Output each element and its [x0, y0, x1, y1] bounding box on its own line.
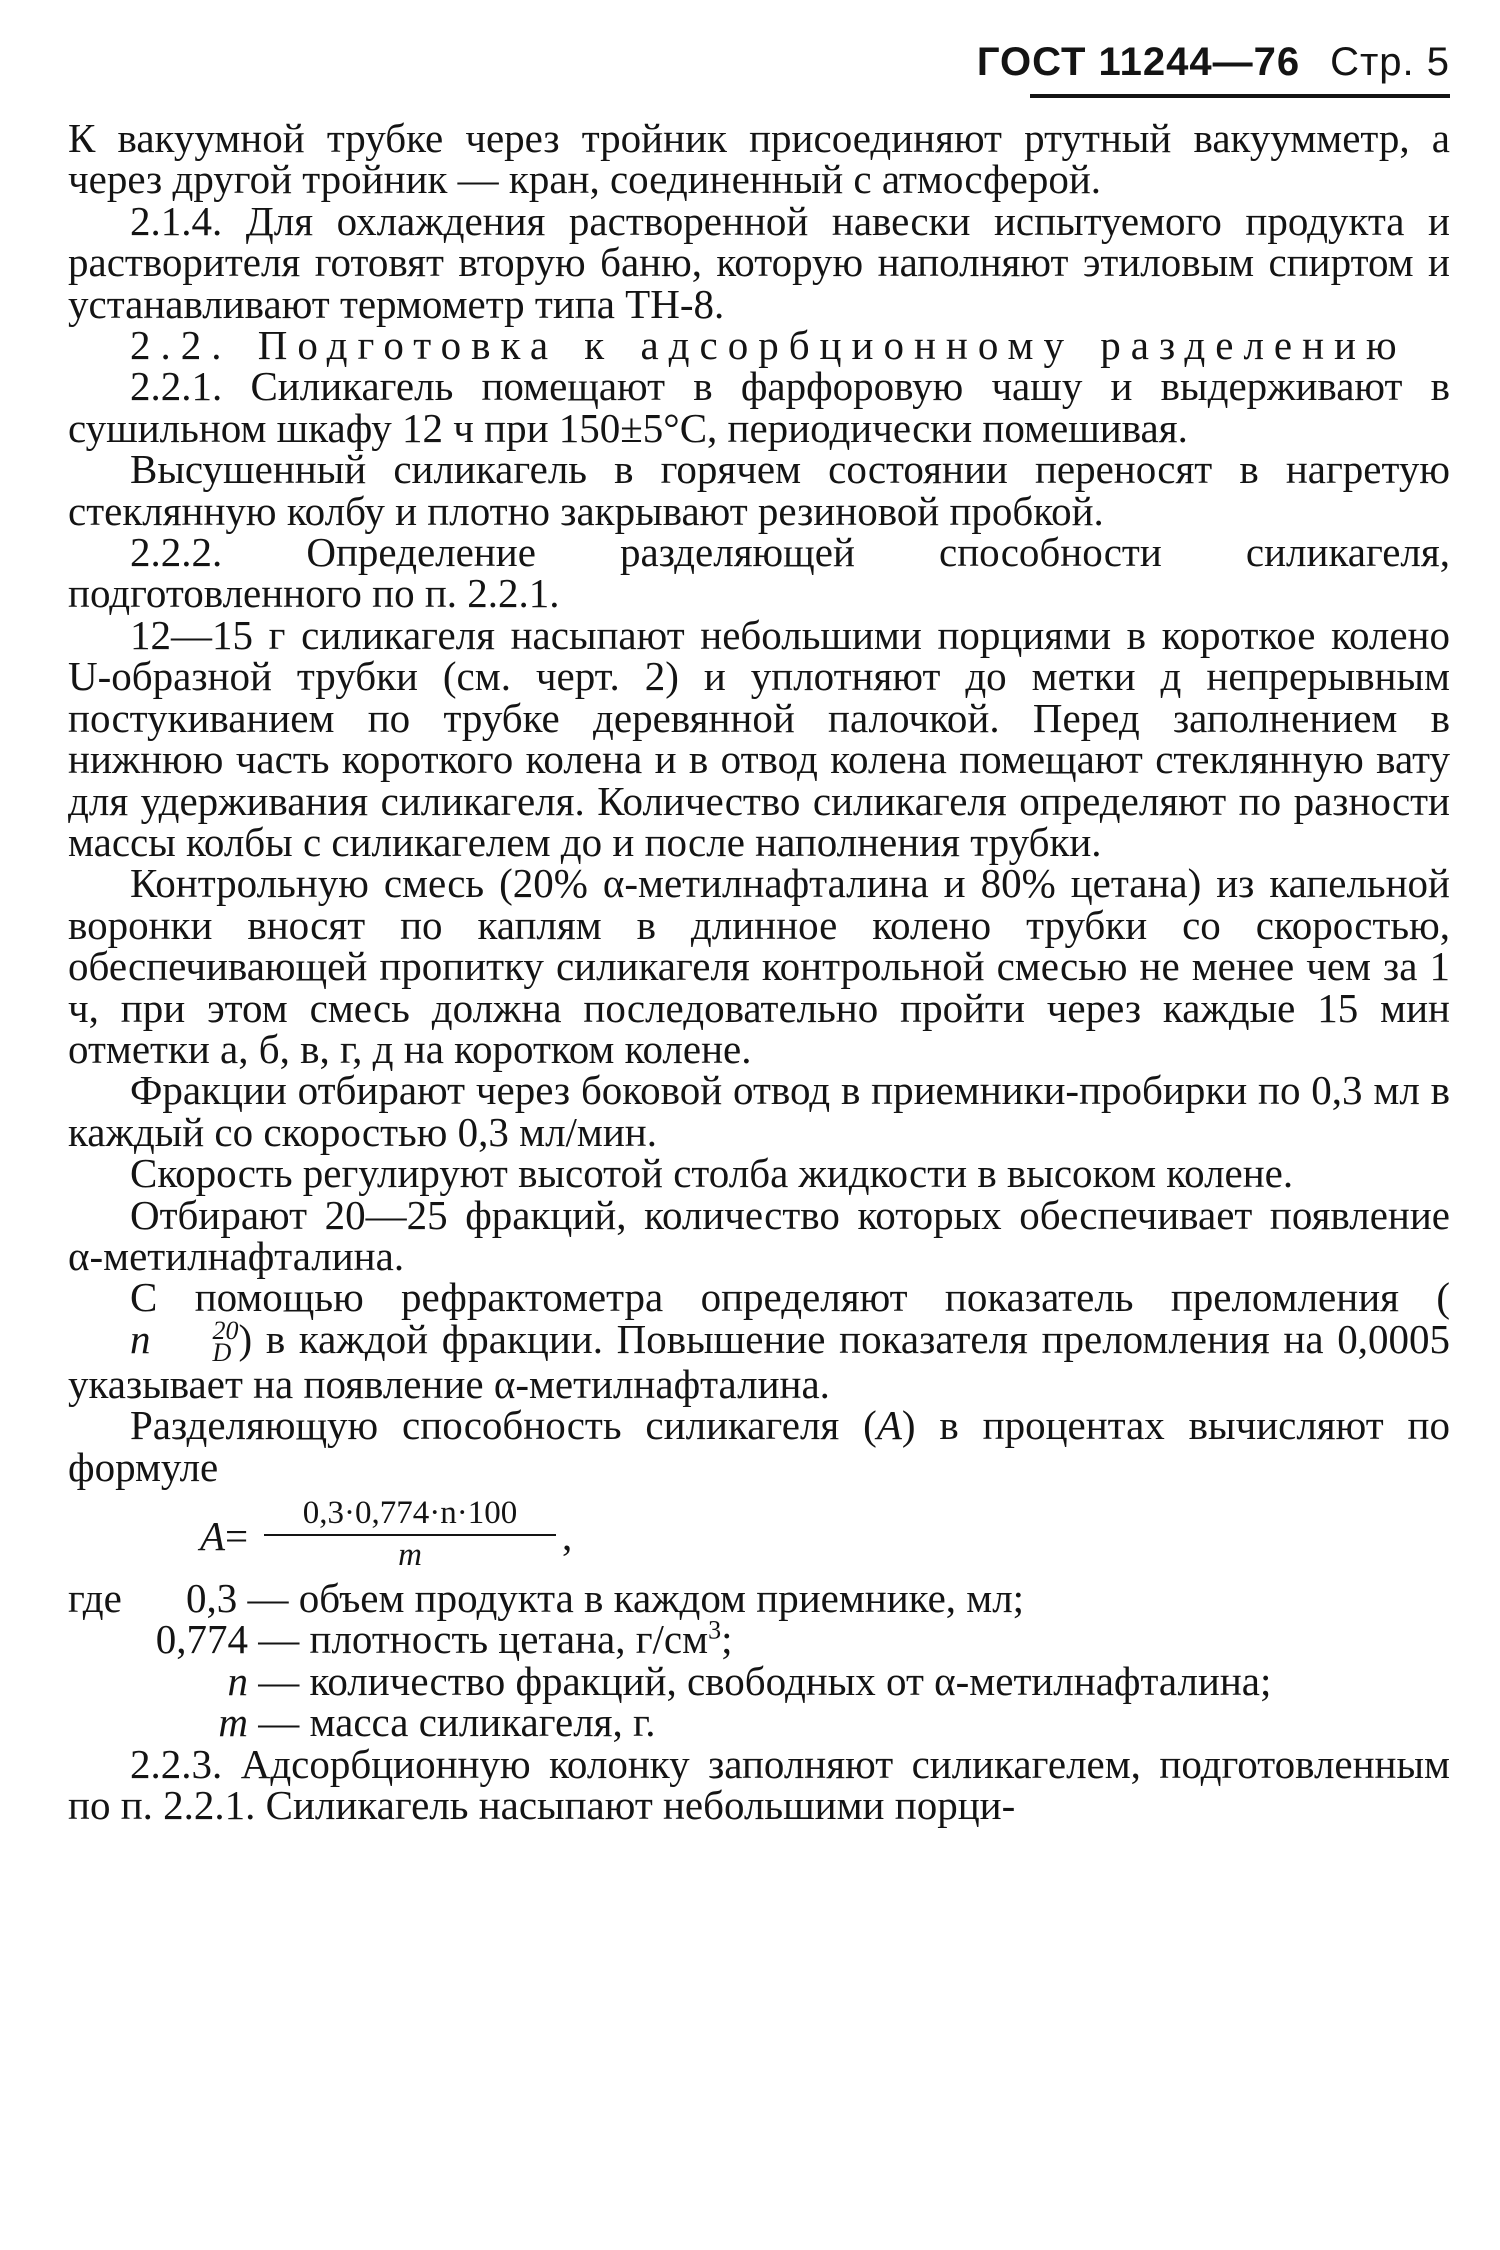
- definition-superscript: 3: [708, 1615, 722, 1645]
- definition-symbol: 0,3: [186, 1575, 238, 1621]
- refractometer-text-start: С помощью рефрактометра определяют показатель преломления (: [130, 1274, 1450, 1321]
- formula-fraction: [264, 1494, 556, 1574]
- definition-text: плотность цетана, г/см: [309, 1616, 709, 1663]
- page-number: Стр. 5: [1330, 40, 1450, 84]
- document-page: [68, 40, 1450, 2230]
- paragraph-2-2-3: 2.2.3. Адсорбционную колонку заполняют силикагелем, подготовленным по п. 2.2.1. Силикагель насыпают небольшими порци-: [68, 1740, 1450, 1829]
- definition-row: n — количество фракций, свободных от α-метилнафталина;: [68, 1661, 1450, 1702]
- paragraph-collect-fractions: Отбирают 20—25 фракций, количество которых обеспечивает появление α-метилнафталина.: [68, 1191, 1450, 1279]
- definition-lead: где: [68, 1575, 122, 1621]
- separating-ability-end: ) в процентах вычисляют по формуле: [68, 1402, 1450, 1490]
- paragraph-2-2-2: 2.2.2. Определение разделяющей способности силикагеля, подготовленного по п. 2.2.1.: [68, 529, 1450, 617]
- separating-ability-symbol: A: [876, 1402, 902, 1449]
- refractive-index-symbol: [68, 1315, 239, 1367]
- formula-definitions: [68, 1575, 1450, 1746]
- formula-separating-ability: [68, 1494, 1450, 1576]
- paragraph-fractions: Фракции отбирают через боковой отвод в приемники-пробирки по 0,3 мл в каждый со скоростью 0,3 мл/мин.: [68, 1067, 1450, 1155]
- refractive-index-n: n: [130, 1315, 151, 1362]
- definition-symbol: m: [218, 1699, 248, 1746]
- definition-row: 0,774 — плотность цетана, $г/см^3$;: [68, 1619, 1450, 1660]
- section-heading-2-2: 2.2. Подготовка к адсорбционному разделению: [130, 322, 1407, 369]
- doc-number: ГОСТ 11244—76: [976, 40, 1301, 84]
- formula-lhs: A=: [200, 1513, 249, 1559]
- paragraph-separating-ability: [68, 1402, 1450, 1490]
- paragraph-dried-silica: Высушенный силикагель в горячем состоянии переносят в нагретую стеклянную колбу и плотно закрывают резиновой пробкой.: [68, 446, 1450, 534]
- formula-numerator: 0,3·0,774·n·100: [264, 1494, 556, 1536]
- paragraph-control-mixture: Контрольную смесь (20% α-метилнафталина и 80% цетана) из капельной воронки вносят по каплям в длинное колено трубки со скоростью, обеспечивающей пропитку силикагеля контрольной смесью не менее чем за 1 ч, при этом смесь должна последовательно пройти через каждые 15 мин отметки а, б, в, г, д на коротком колене.: [68, 860, 1450, 1072]
- formula-denominator: m: [398, 1537, 422, 1573]
- refractive-index-line: D: [212, 1337, 232, 1367]
- definition-row: где 0,3 — объем продукта в каждом приемнике, мл;: [68, 1575, 1025, 1621]
- separating-ability-start: Разделяющую способность силикагеля (: [130, 1402, 877, 1449]
- header-rule: [1030, 94, 1450, 98]
- paragraph-speed: Скорость регулируют высотой столба жидкости в высоком колене.: [130, 1150, 1294, 1197]
- refractometer-text-end: ) в каждой фракции. Повышение показателя преломления на 0,0005 указывает на появление α-метилнафталина.: [68, 1315, 1450, 1407]
- paragraph-2-2-1: 2.2.1. Силикагель помещают в фарфоровую чашу и выдерживают в сушильном шкафу 12 ч при 150±5°С, периодически помешивая.: [68, 363, 1450, 451]
- page-header: [977, 40, 1450, 85]
- refractive-index-temperature: 20: [212, 1315, 239, 1345]
- definition-text: объем продукта в каждом приемнике, мл;: [298, 1575, 1025, 1621]
- definition-symbol: 0,774: [155, 1616, 248, 1663]
- definition-symbol: n: [227, 1657, 248, 1704]
- paragraph-vacuum-connection: К вакуумной трубке через тройник присоединяют ртутный вакуумметр, а через другой тройник — кран, соединенный с атмосферой.: [68, 115, 1450, 203]
- definition-row: m — масса силикагеля, г.: [68, 1702, 1450, 1743]
- definition-text: масса силикагеля, г.: [309, 1699, 656, 1746]
- paragraph-refractometer: [68, 1274, 1450, 1407]
- body-text: [68, 115, 1450, 1829]
- definition-text: количество фракций, свободных от α-метилнафталина;: [309, 1657, 1272, 1704]
- paragraph-u-tube-filling: 12—15 г силикагеля насыпают небольшими порциями в короткое колено U-образной трубки (см. черт. 2) и уплотняют до метки д непрерывным постукиванием по трубке деревянной палочкой. Перед заполнением в нижнюю часть короткого колена и в отвод колена помещают стеклянную вату для удерживания силикагеля. Количество силикагеля определяют по разности массы колбы с силикагелем до и после наполнения трубки.: [68, 611, 1450, 865]
- paragraph-2-1-4: 2.1.4. Для охлаждения растворенной навески испытуемого продукта и растворителя готовят вторую баню, которую наполняют этиловым спиртом и устанавливают термометр типа ТН-8.: [68, 197, 1450, 327]
- formula-comma: ,: [562, 1513, 573, 1559]
